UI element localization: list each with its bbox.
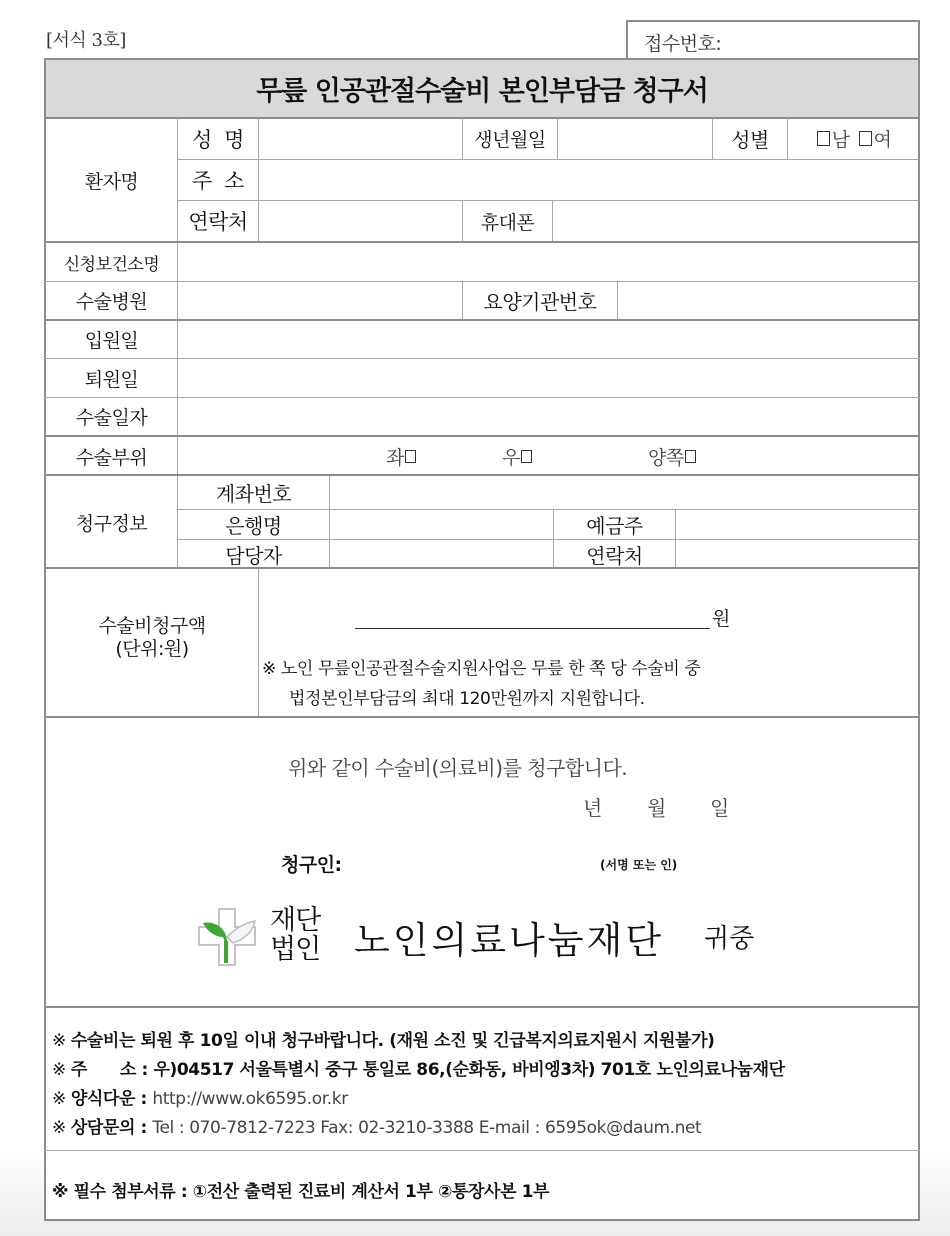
admission-date-label: 입원일: [84, 330, 139, 352]
site-left-label: 좌: [386, 446, 404, 469]
form-title: 무릎 인공관절수술비 본인부담금 청구서: [46, 60, 918, 117]
birth-date-label: 생년월일: [474, 129, 546, 151]
female-option-label: 여: [873, 129, 892, 151]
divider: [44, 567, 920, 569]
receipt-number-box: [626, 20, 920, 60]
claimant-label: 청구인:: [281, 854, 342, 876]
amount-label: [46, 615, 258, 661]
divider: [258, 569, 259, 717]
note-mark: ※: [52, 1118, 66, 1138]
honorific: 귀중: [704, 924, 755, 954]
surgery-site-label: 수술부위: [75, 446, 148, 469]
note-mark: ※: [52, 1060, 66, 1080]
date-year-label: 년: [583, 796, 602, 820]
receipt-number-label: 접수번호:: [644, 33, 722, 55]
claimant-signature-field[interactable]: [360, 848, 590, 876]
manager-contact-label: 연락처: [586, 543, 643, 568]
required-attachments: ※ 필수 첨부서류 : ①전산 출력된 진료비 계산서 1부 ②통장사본 1부: [52, 1182, 550, 1202]
mobile-label: 휴대폰: [480, 211, 535, 234]
amount-note-line1: ※ 노인 무릎인공관절수술지원사업은 무릎 한 쪽 당 수술비 중: [262, 659, 701, 679]
manager-label: 담당자: [225, 543, 282, 568]
sex-label: 성별: [731, 128, 769, 152]
amount-note-line2: 법정본인부담금의 최대 120만원까지 지원합니다.: [289, 689, 645, 709]
note-mark: ※: [52, 1089, 66, 1109]
manager-input[interactable]: [330, 540, 553, 568]
site-right-option: [502, 437, 534, 475]
male-checkbox[interactable]: [817, 131, 830, 146]
note-text: 수술비는 퇴원 후 10일 이내 청구바랍니다. (재원 소진 및 긴급복지의료지원시 지원불가): [70, 1031, 715, 1051]
foundation-logo-icon: [197, 907, 257, 967]
billing-section-label: 청구정보: [75, 512, 148, 535]
site-both-option: [648, 437, 698, 475]
contact-info: Tel : 070-7812-7223 Fax: 02-3210-3388 E-mail : 6595ok@daum.net: [152, 1118, 702, 1138]
surgery-date-input[interactable]: [178, 398, 919, 435]
health-center-input[interactable]: [178, 243, 919, 281]
signature-hint: (서명 또는 인): [600, 858, 678, 872]
site-left-checkbox[interactable]: [405, 450, 416, 463]
claim-statement: 위와 같이 수술비(의료비)를 청구합니다.: [288, 756, 628, 780]
divider: [44, 1006, 920, 1008]
discharge-date-input[interactable]: [178, 359, 919, 397]
admission-date-input[interactable]: [178, 321, 919, 358]
birth-date-input[interactable]: [558, 119, 712, 159]
patient-section-label: 환자명: [84, 170, 139, 193]
male-option-label: 남: [831, 129, 850, 151]
manager-contact-input[interactable]: [676, 540, 919, 568]
mobile-input[interactable]: [553, 201, 919, 242]
health-center-label: 신청보건소명: [63, 254, 160, 275]
site-both-label: 양쪽: [648, 446, 684, 469]
site-both-checkbox[interactable]: [685, 450, 696, 463]
amount-input[interactable]: [355, 600, 710, 628]
amount-input-line: [355, 628, 710, 629]
amount-label-line1: 수술비청구액: [98, 615, 206, 637]
discharge-date-label: 퇴원일: [84, 368, 139, 391]
site-left-option: [386, 437, 418, 475]
sex-options: [788, 118, 919, 159]
download-link[interactable]: http://www.ok6595.or.kr: [152, 1089, 348, 1109]
note-claim-deadline: [52, 1026, 714, 1051]
address-label: 주 소: [192, 168, 244, 193]
account-holder-label: 예금주: [586, 514, 643, 538]
hospital-input[interactable]: [178, 282, 462, 319]
form-number: [서식 3호]: [46, 30, 126, 51]
name-input[interactable]: [259, 119, 462, 159]
bank-name-input[interactable]: [330, 510, 553, 539]
amount-label-unit: (단위:원): [115, 638, 189, 660]
amount-currency: 원: [712, 608, 731, 630]
account-number-label: 계좌번호: [215, 482, 292, 506]
org-name: 노인의료나눔재단: [354, 919, 664, 962]
note-inquiry: [52, 1113, 701, 1138]
hospital-label: 수술병원: [75, 291, 148, 313]
care-institution-number-label: 요양기관번호: [483, 290, 597, 314]
date-day-label: 일: [710, 796, 729, 820]
date-month-label: 월: [647, 796, 666, 820]
org-type-line2: 법인: [270, 934, 321, 965]
site-right-checkbox[interactable]: [521, 450, 532, 463]
name-label: 성 명: [192, 127, 244, 152]
note-address: [52, 1055, 785, 1080]
address-input[interactable]: [259, 160, 919, 200]
female-checkbox[interactable]: [859, 131, 872, 146]
org-type: [270, 906, 320, 964]
bank-name-label: 은행명: [225, 514, 282, 538]
care-institution-number-input[interactable]: [618, 282, 919, 319]
contact-input[interactable]: [259, 201, 462, 242]
account-holder-input[interactable]: [676, 510, 919, 539]
note-label: 상담문의 :: [70, 1118, 153, 1138]
note-form-download: [52, 1084, 348, 1109]
account-number-input[interactable]: [330, 476, 919, 509]
site-right-label: 우: [502, 446, 520, 469]
divider: [44, 716, 920, 718]
divider: [44, 1150, 920, 1151]
note-label: 양식다운 :: [70, 1089, 153, 1109]
org-type-line1: 재단: [270, 905, 321, 936]
note-text: 주 소 : 우)04517 서울특별시 중구 통일로 86,(순화동, 바비엥3차) 701호 노인의료나눔재단: [70, 1060, 785, 1080]
note-mark: ※: [52, 1031, 66, 1051]
contact-label: 연락처: [188, 210, 248, 234]
surgery-date-label: 수술일자: [75, 407, 148, 429]
